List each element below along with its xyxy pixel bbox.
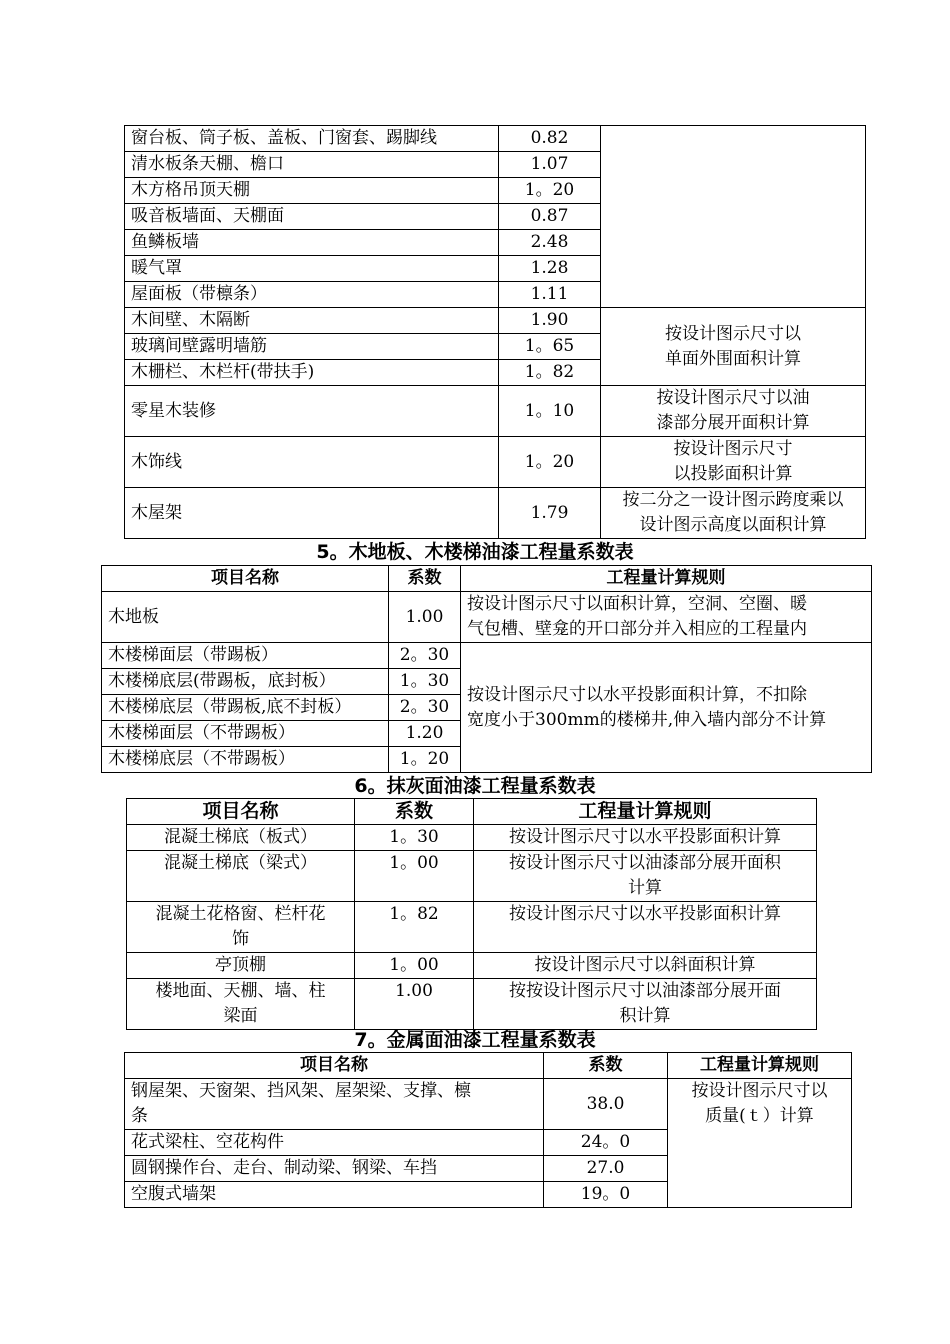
table-row: [127, 902, 817, 953]
item-coef: 0.82: [499, 126, 601, 152]
table-row: [102, 643, 872, 669]
rule-cell: [474, 979, 817, 1030]
rule-line: 按二分之一设计图示跨度乘以: [622, 490, 844, 510]
rule-line: 按设计图示尺寸以: [665, 323, 801, 344]
item-coef: 1。30: [389, 669, 461, 695]
rule-cell: [474, 825, 817, 851]
table-wood-floor-stairs: [101, 565, 872, 773]
table-row: [125, 126, 866, 152]
table-row: [127, 825, 817, 851]
item-name: [127, 825, 355, 851]
header-coef: 系数: [389, 566, 461, 592]
item-coef: 1.00: [389, 592, 461, 643]
item-name: 木地板: [102, 592, 389, 643]
rule-line: 积计算: [619, 1006, 671, 1026]
item-coef: 38.0: [544, 1079, 668, 1130]
table-row: [125, 437, 866, 488]
item-name: 暖气罩: [125, 256, 499, 282]
rule-line: 计算: [628, 878, 662, 898]
item-coef: 1。82: [499, 360, 601, 386]
header-coef: 系数: [355, 799, 474, 825]
table-wood-coefficients: [124, 125, 866, 539]
rule-line: 质量(ｔ）计算: [705, 1106, 814, 1126]
table-row: [102, 592, 872, 643]
item-name: 木楼梯底层(带踢板，底封板）: [102, 669, 389, 695]
table-row: [127, 851, 817, 902]
rule-line: 宽度小于300mm的楼梯井,伸入墙内部分不计算: [467, 709, 827, 730]
item-coef: 1.79: [499, 488, 601, 539]
item-coef: 1。30: [355, 825, 474, 851]
item-name: 窗台板、筒子板、盖板、门窗套、踢脚线: [125, 126, 499, 152]
rule-cell: [461, 643, 872, 773]
item-coef: 1.28: [499, 256, 601, 282]
item-name: [127, 979, 355, 1030]
rule-line: 按按设计图示尺寸以油漆部分展开面: [509, 981, 781, 1001]
table-row: [125, 386, 866, 437]
item-coef: 2.48: [499, 230, 601, 256]
item-name: 鱼鳞板墙: [125, 230, 499, 256]
table-plaster-coefficients: [126, 798, 817, 1030]
item-name: 屋面板（带檩条）: [125, 282, 499, 308]
item-name: 吸音板墙面、天棚面: [125, 204, 499, 230]
rule-cell: [668, 1079, 852, 1208]
item-coef: 27.0: [544, 1156, 668, 1182]
table-header-row: [127, 799, 817, 825]
name-line: 条: [131, 1106, 148, 1126]
table-header-row: [125, 1053, 852, 1079]
header-rule: 工程量计算规则: [668, 1053, 852, 1079]
rule-cell: [601, 437, 866, 488]
rule-line: 设计图示高度以面积计算: [639, 515, 827, 535]
item-name: 木屋架: [125, 488, 499, 539]
rule-cell: [461, 592, 872, 643]
rule-line: 按设计图示尺寸以油: [656, 388, 810, 408]
table-metal-coefficients: [124, 1052, 852, 1208]
item-name: [125, 1079, 544, 1130]
rule-cell: [474, 953, 817, 979]
table-row: [125, 1079, 852, 1130]
rule-line: 气包槽、壁龛的开口部分并入相应的工程量内: [467, 619, 807, 639]
rule-cell: [474, 851, 817, 902]
item-name: [127, 902, 355, 953]
rule-line: 按设计图示尺寸: [673, 439, 793, 459]
rule-cell: [601, 386, 866, 437]
name-line: 混凝土梯底（梁式）: [164, 853, 317, 873]
name-line: 楼地面、天棚、墙、柱: [155, 981, 326, 1001]
item-name: 木楼梯底层（不带踢板）: [102, 747, 389, 773]
rule-line: 按设计图示尺寸以油漆部分展开面积: [509, 853, 781, 873]
name-line: 混凝土花格窗、栏杆花: [155, 904, 326, 924]
name-line: 饰: [232, 929, 249, 949]
header-rule: 工程量计算规则: [474, 799, 817, 825]
header-rule: 工程量计算规则: [461, 566, 872, 592]
rule-line: 漆部分展开面积计算: [656, 413, 810, 433]
table-row: [127, 953, 817, 979]
item-coef: 24。0: [544, 1130, 668, 1156]
rule-line: 按设计图示尺寸以: [691, 1081, 828, 1101]
item-name: 空腹式墙架: [125, 1182, 544, 1208]
item-coef: 1。00: [355, 953, 474, 979]
item-name: 木楼梯底层（带踢板,底不封板）: [102, 695, 389, 721]
item-coef: 1。20: [389, 747, 461, 773]
name-line: 亭顶棚: [215, 955, 266, 975]
rule-cell: [474, 902, 817, 953]
rule-cell: [601, 308, 866, 386]
item-coef: 1.11: [499, 282, 601, 308]
header-name: 项目名称: [127, 799, 355, 825]
name-line: 梁面: [223, 1006, 258, 1026]
item-name: 木饰线: [125, 437, 499, 488]
item-coef: 2。30: [389, 695, 461, 721]
table7-title: 7。金属面油漆工程量系数表: [354, 1029, 596, 1051]
item-coef: 1。00: [355, 851, 474, 902]
item-name: 木楼梯面层（不带踢板）: [102, 721, 389, 747]
item-coef: 0.87: [499, 204, 601, 230]
item-coef: 1。65: [499, 334, 601, 360]
rule-line: 按设计图示尺寸以水平投影面积计算: [509, 904, 781, 924]
rule-line: 按设计图示尺寸以斜面积计算: [534, 955, 756, 975]
item-coef: 1。20: [499, 178, 601, 204]
item-coef: 19。0: [544, 1182, 668, 1208]
header-coef: 系数: [544, 1053, 668, 1079]
table-row: [127, 979, 817, 1030]
table6-title: 6。抹灰面油漆工程量系数表: [354, 775, 596, 797]
item-coef: 1.07: [499, 152, 601, 178]
name-line: 钢屋架、天窗架、挡风架、屋架梁、支撑、檩: [131, 1081, 471, 1101]
item-name: [127, 851, 355, 902]
item-coef: 1.00: [355, 979, 474, 1030]
item-coef: 1。10: [499, 386, 601, 437]
item-name: 清水板条天棚、檐口: [125, 152, 499, 178]
rule-line: 以投影面积计算: [673, 464, 793, 484]
item-coef: 1。82: [355, 902, 474, 953]
rule-cell: [601, 488, 866, 539]
item-name: 玻璃间壁露明墙筋: [125, 334, 499, 360]
table-header-row: [102, 566, 872, 592]
rule-line: 按设计图示尺寸以水平投影面积计算，不扣除: [467, 684, 807, 705]
table5-title: 5。木地板、木楼梯油漆工程量系数表: [316, 541, 634, 563]
item-name: 圆钢操作台、走台、制动梁、钢梁、车挡: [125, 1156, 544, 1182]
table-row: [125, 308, 866, 334]
item-coef: 1。20: [499, 437, 601, 488]
header-name: 项目名称: [102, 566, 389, 592]
item-name: 木楼梯面层（带踢板）: [102, 643, 389, 669]
item-coef: 1.20: [389, 721, 461, 747]
table-row: [125, 488, 866, 539]
item-name: 零星木装修: [125, 386, 499, 437]
item-name: [127, 953, 355, 979]
header-name: 项目名称: [125, 1053, 544, 1079]
item-coef: 2。30: [389, 643, 461, 669]
item-name: 花式梁柱、空花构件: [125, 1130, 544, 1156]
name-line: 混凝土梯底（板式）: [164, 827, 317, 847]
rule-cell-empty: [601, 126, 866, 308]
item-name: 木栅栏、木栏杆(带扶手): [125, 360, 499, 386]
rule-line: 按设计图示尺寸以水平投影面积计算: [509, 827, 781, 847]
item-name: 木间壁、木隔断: [125, 308, 499, 334]
rule-line: 单面外围面积计算: [665, 348, 801, 369]
item-coef: 1.90: [499, 308, 601, 334]
rule-line: 按设计图示尺寸以面积计算，空洞、空圈、暖: [467, 594, 807, 614]
item-name: 木方格吊顶天棚: [125, 178, 499, 204]
